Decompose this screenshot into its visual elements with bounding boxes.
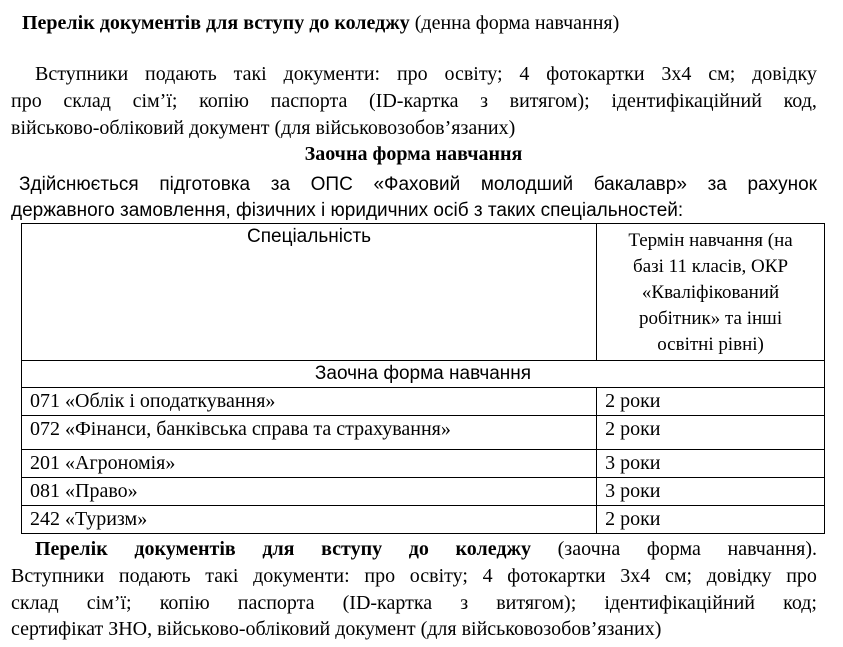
heading-day-form [22,10,619,36]
para1-line2: про склад сім’ї; копію паспорта (ID-картка з витягом); ідентифікаційний код, [11,90,817,112]
table-row [22,388,825,416]
para2-line1: Здійснюється підготовка за ОПС «Фаховий молодший бакалавр» за рахунок [19,174,817,195]
para1-line1: Вступники подають такі документи: про освіту; 4 фотокартки 3х4 см; довідку [35,63,817,85]
table-row [22,478,825,506]
para3-line3: склад сім’ї; копію паспорта (ID-картка з витягом); ідентифікаційний код; [11,592,817,614]
header-specialty: Спеціальність [22,224,597,361]
header-term-line: Термін навчання (на [628,230,793,251]
header-term-line: робітник» та інші [638,308,783,329]
specialty-cell: 242 «Туризм» [22,506,597,534]
specialty-cell: 072 «Фінанси, банківська справа та страхування» [22,416,597,450]
table-row [22,416,825,450]
subheader-extramural: Заочна форма навчання [22,361,825,388]
para3-bold: Перелік документів для вступу до коледжу [35,538,531,560]
heading-day-form-bold: Перелік документів для вступу до коледжу [22,12,410,34]
para3-line1 [35,536,817,562]
table-header-row [22,224,825,361]
term-cell: 3 роки [597,450,825,478]
table-subheader-row [22,361,825,388]
table-row [22,506,825,534]
term-cell: 2 роки [597,416,825,450]
term-cell: 2 роки [597,388,825,416]
term-cell: 2 роки [597,506,825,534]
para1-line3: військово-обліковий документ (для військовозобов’язаних) [11,117,516,139]
table-row [22,450,825,478]
specialty-cell: 081 «Право» [22,478,597,506]
specialty-cell: 201 «Агрономія» [22,450,597,478]
para2-line2: державного замовлення, фізичних і юридичних осіб з таких спеціальностей: [11,200,684,221]
header-term-line: базі 11 класів, ОКР [633,256,789,277]
heading-extramural: Заочна форма навчання [304,143,523,165]
term-cell: 3 роки [597,478,825,506]
header-term-line: «Кваліфікований [641,282,780,303]
header-term-line: освітні рівні) [657,334,764,355]
header-term [597,224,825,361]
para3-line4: сертифікат ЗНО, військово-обліковий документ (для військовозобов’язаних) [11,618,662,640]
heading-day-form-normal: (денна форма навчання) [409,12,620,34]
specialties-table [21,223,825,534]
para3-line1-rest: (заочна форма навчання). [531,538,818,560]
specialty-cell: 071 «Облік і оподаткування» [22,388,597,416]
para3-line2: Вступники подають такі документи: про освіту; 4 фотокартки 3х4 см; довідку про [11,565,817,587]
